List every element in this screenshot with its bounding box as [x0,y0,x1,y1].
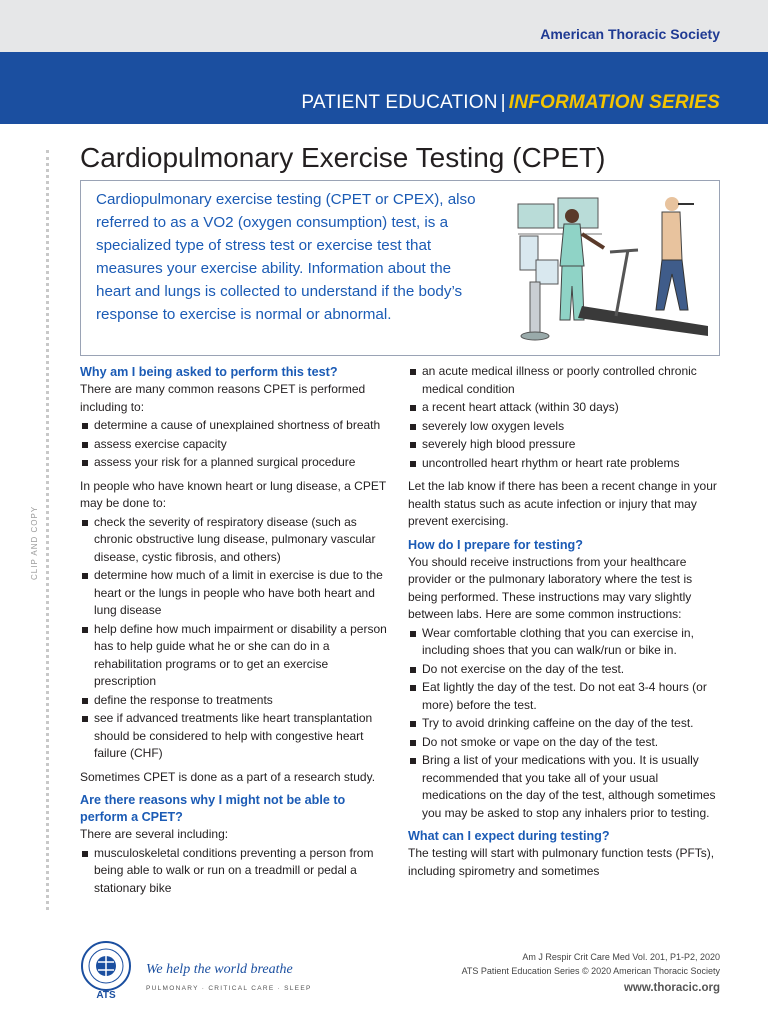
para-instructions: You should receive instructions from your healthcare provider or the pulmonary laboratory where the test is being performed. These instructions may vary slightly between labs. Here are some common instructions: [408,554,693,621]
website-link[interactable]: www.thoracic.org [623,982,720,994]
para-testing-start: The testing will start with pulmonary function tests (PFTs), including spirometry and sometimes [408,846,715,878]
heading-why: Why am I being asked to perform this test? [80,365,338,379]
list-item: assess your risk for a planned surgical procedure [80,454,388,472]
citation-copyright: ATS Patient Education Series © 2020 American Thoracic Society [461,966,720,976]
list-item: Wear comfortable clothing that you can exercise in, including shoes that you can walk/run or bike in. [408,625,724,660]
heading-expect: What can I expect during testing? [408,829,610,843]
list-item: check the severity of respiratory disease (such as chronic obstructive lung disease, pulmonary vascular disease, cystic fibrosis, and others) [80,514,388,567]
list-item: Do not exercise on the day of the test. [408,661,724,679]
column-right [408,362,724,880]
ats-seal-logo [76,940,136,1000]
series-main: PATIENT EDUCATION [301,92,498,113]
para-let-lab-know: Let the lab know if there has been a recent change in your health status such as acute infection or injury that may prevent exercising. [408,479,717,528]
org-name: American Thoracic Society [540,26,720,42]
series-sub: INFORMATION SERIES [508,92,720,113]
list-item: define the response to treatments [80,692,388,710]
list-item: determine how much of a limit in exercise is due to the heart or the lungs in people who have both heart and lung disease [80,567,388,620]
heading-prepare: How do I prepare for testing? [408,537,583,552]
list-item: Try to avoid drinking caffeine on the day of the test. [408,715,724,733]
page-title: Cardiopulmonary Exercise Testing (CPET) [80,142,606,173]
clip-dotted-line [46,150,50,910]
clip-and-copy-label: CLIP AND COPY [30,505,39,580]
list-item: musculoskeletal conditions preventing a person from being able to walk or run on a treadmill or pedal a stationary bike [80,845,388,898]
list-item: uncontrolled heart rhythm or heart rate problems [408,455,724,473]
column-left [80,362,388,898]
list-item: assess exercise capacity [80,436,388,454]
para-several: There are several including: [80,827,229,841]
intro-text: Cardiopulmonary exercise testing (CPET or CPEX), also referred to as a VO2 (oxygen consumption) test, is a specialized type of stress test or exercise test that measures your exercise ability. Information about the heart and lungs is collected to understand if the body’s response to exercise is normal or abnormal. [96,191,476,323]
list-instructions [408,625,724,823]
list-item: severely low oxygen levels [408,418,724,436]
list-item: an acute medical illness or poorly controlled chronic medical condition [408,363,724,398]
list-item: a recent heart attack (within 30 days) [408,399,724,417]
series-title [301,92,720,114]
list-item: severely high blood pressure [408,436,724,454]
citation-journal: Am J Respir Crit Care Med Vol. 201, P1-P2, 2020 [522,952,720,962]
series-separator: | [500,92,506,113]
list-item: Eat lightly the day of the test. Do not eat 3-4 hours (or more) before the test. [408,679,724,714]
list-item: determine a cause of unexplained shortness of breath [80,417,388,435]
para-research: Sometimes CPET is done as a part of a research study. [80,769,376,784]
list-known-disease [80,514,388,763]
footer-tagline-sub: PULMONARY · CRITICAL CARE · SLEEP [146,985,312,992]
list-item: Do not smoke or vape on the day of the test. [408,734,724,752]
list-contraindications [80,845,388,898]
para-known-disease: In people who have known heart or lung disease, a CPET may be done to: [80,478,386,510]
list-item: help define how much impairment or disability a person has to help guide what he or she can do in a rehabilitation programs or to get an exercise prescription [80,621,388,691]
list-item: Bring a list of your medications with you. It is usually recommended that you take all of your usual medications on the day of the test, although sometimes you may be asked to stop any inhalers prior to testing. [408,752,724,822]
cpet-illustration [512,190,708,348]
para-reasons: There are many common reasons CPET is performed including to: [80,382,366,414]
list-reasons [80,417,388,472]
footer-tagline: We help the world breathe [146,962,293,977]
list-contraindications-cont [408,363,724,472]
list-item: see if advanced treatments like heart transplantation should be considered to help with congestive heart failure (CHF) [80,710,388,763]
heading-reasons-not: Are there reasons why I might not be able to perform a CPET? [80,793,346,824]
ats-logo-text: ATS [96,990,116,1000]
